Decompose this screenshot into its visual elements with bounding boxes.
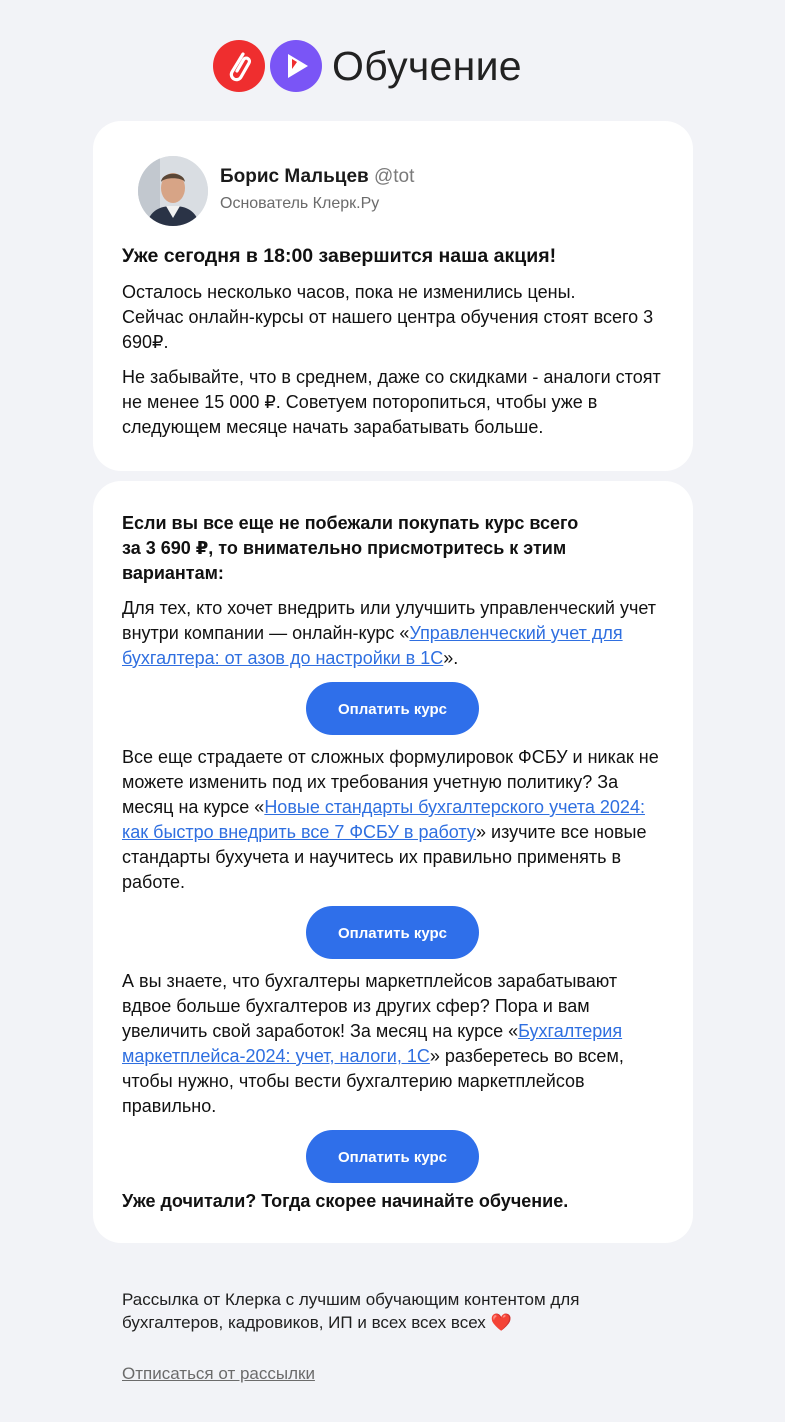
paragraph-analogs: Не забывайте, что в среднем, даже со скидками - аналоги стоят не менее 15 000 ₽. Советуем поторопиться, чтобы уже в следующем месяце начать зарабатывать больше. xyxy=(122,367,661,437)
course-link-management-accounting[interactable]: Управленческий учет для бухгалтера: от азов до настройки в 1С xyxy=(122,623,623,668)
card-headline: Уже сегодня в 18:00 завершится наша акция! xyxy=(122,245,557,267)
course-text: » изучите все новые стандарты бухучета и научитесь их правильно применять в работе. xyxy=(122,822,647,892)
paragraph-prices xyxy=(122,280,667,355)
paragraph-line: Осталось несколько часов, пока не изменились цены. xyxy=(122,282,576,302)
author-role: Основатель Клерк.Ру xyxy=(220,195,380,212)
brand-title: Обучение xyxy=(332,43,522,89)
author-name xyxy=(220,166,414,188)
course-description-3 xyxy=(122,969,667,1119)
pay-course-button-2[interactable]: Оплатить курс xyxy=(306,906,479,959)
course-description-1 xyxy=(122,596,667,671)
courses-intro: Если вы все еще не побежали покупать курс всего за 3 690 ₽, то внимательно присмотритесь к этим вариантам: xyxy=(122,513,579,583)
course-link-marketplace-accounting[interactable]: Бухгалтерия маркетплейса-2024: учет, налоги, 1С xyxy=(122,1021,623,1066)
author-name-text: Борис Мальцев xyxy=(220,166,369,187)
author-handle[interactable]: @tot xyxy=(373,166,415,187)
course-text: » разберетесь во всем, чтобы нужно, чтобы вести бухгалтерию маркетплейсов правильно. xyxy=(122,1046,624,1116)
paragraph-line: Сейчас онлайн-курсы от нашего центра обучения стоят всего 3 690₽. xyxy=(122,307,654,352)
play-logo-icon xyxy=(270,40,322,92)
unsubscribe-link[interactable]: Отписаться от рассылки xyxy=(122,1364,315,1383)
courses-card xyxy=(93,481,693,1243)
course-text: Все еще страдаете от сложных формулировок ФСБУ и никак не можете изменить под их требования учетную политику? За месяц на курсе « xyxy=(122,747,659,817)
email-header xyxy=(0,0,785,121)
author-message-card xyxy=(93,121,693,471)
course-text: ». xyxy=(443,648,459,668)
avatar xyxy=(138,156,208,226)
course-description-2 xyxy=(122,745,667,895)
pay-course-button-3[interactable]: Оплатить курс xyxy=(306,1130,479,1183)
footer-description: Рассылка от Клерка с лучшим обучающим контентом для бухгалтеров, кадровиков, ИП и всех всех всех ❤️ xyxy=(122,1290,580,1332)
paperclip-logo-icon xyxy=(213,40,265,92)
closing-line: Уже дочитали? Тогда скорее начинайте обучение. xyxy=(122,1191,569,1211)
course-link-fsbu-standards[interactable]: Новые стандарты бухгалтерского учета 2024: как быстро внедрить все 7 ФСБУ в работу xyxy=(122,797,645,842)
course-text: А вы знаете, что бухгалтеры маркетплейсов зарабатывают вдвое больше бухгалтеров из других сфер? Пора и вам увеличить свой заработок! За месяц на курсе « xyxy=(122,971,618,1041)
pay-course-button-1[interactable]: Оплатить курс xyxy=(306,682,479,735)
course-text: Для тех, кто хочет внедрить или улучшить управленческий учет внутри компании — онлайн-курс « xyxy=(122,598,656,643)
